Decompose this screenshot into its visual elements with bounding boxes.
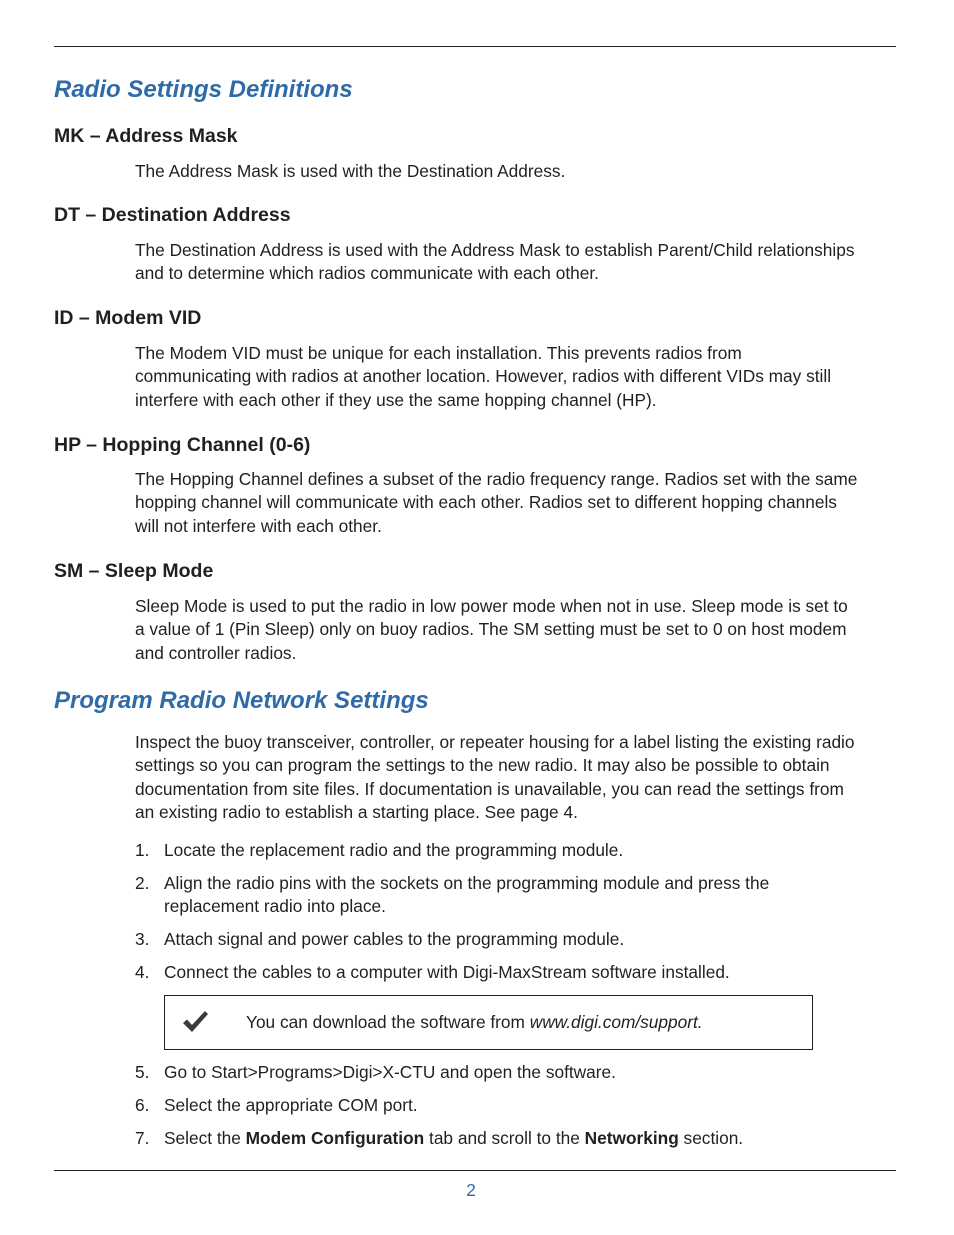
section-title-radio-settings: Radio Settings Definitions: [54, 76, 353, 103]
heading-sm: SM – Sleep Mode: [54, 560, 214, 582]
footer-rule: [54, 1170, 896, 1171]
heading-hp: HP – Hopping Channel (0-6): [54, 434, 311, 456]
heading-dt: DT – Destination Address: [54, 204, 291, 226]
note-text: You can download the software from www.digi.com/support.: [246, 1012, 703, 1032]
section-title-program: Program Radio Network Settings: [54, 687, 429, 714]
heading-mk: MK – Address Mask: [54, 125, 238, 147]
page-number: 2: [466, 1180, 476, 1200]
heading-id: ID – Modem VID: [54, 307, 202, 329]
support-link[interactable]: www.digi.com/support.: [529, 1012, 703, 1032]
para-program-intro: Inspect the buoy transceiver, controller, or repeater housing for a label listing the existing radio settings so you can program the settings to the new radio. It may also be possible to obtain documentation from site files. If documentation is unavailable, you can read the settings from an existing radio to establish a starting place. See page 4.: [135, 732, 855, 822]
checkmark-icon: [181, 1009, 209, 1035]
para-mk: The Address Mask is used with the Destination Address.: [135, 161, 566, 181]
note-box: [164, 995, 813, 1050]
para-hp: The Hopping Channel defines a subset of the radio frequency range. Radios set with the same hopping channel will communicate with each other. Radios set to different hopping channels will not interfere with each other.: [135, 469, 858, 536]
para-id: The Modem VID must be unique for each installation. This prevents radios from communicating with radios at another location. However, radios with different VIDs may still interfere with each other if they use the same hopping channel (HP).: [135, 343, 832, 410]
para-dt: The Destination Address is used with the Address Mask to establish Parent/Child relationships and to determine which radios communicate with each other.: [135, 240, 855, 284]
para-sm: Sleep Mode is used to put the radio in low power mode when not in use. Sleep mode is set to a value of 1 (Pin Sleep) only on buoy radios. The SM setting must be set to 0 on host modem and controller radios.: [135, 596, 848, 663]
header-rule: [54, 46, 896, 47]
